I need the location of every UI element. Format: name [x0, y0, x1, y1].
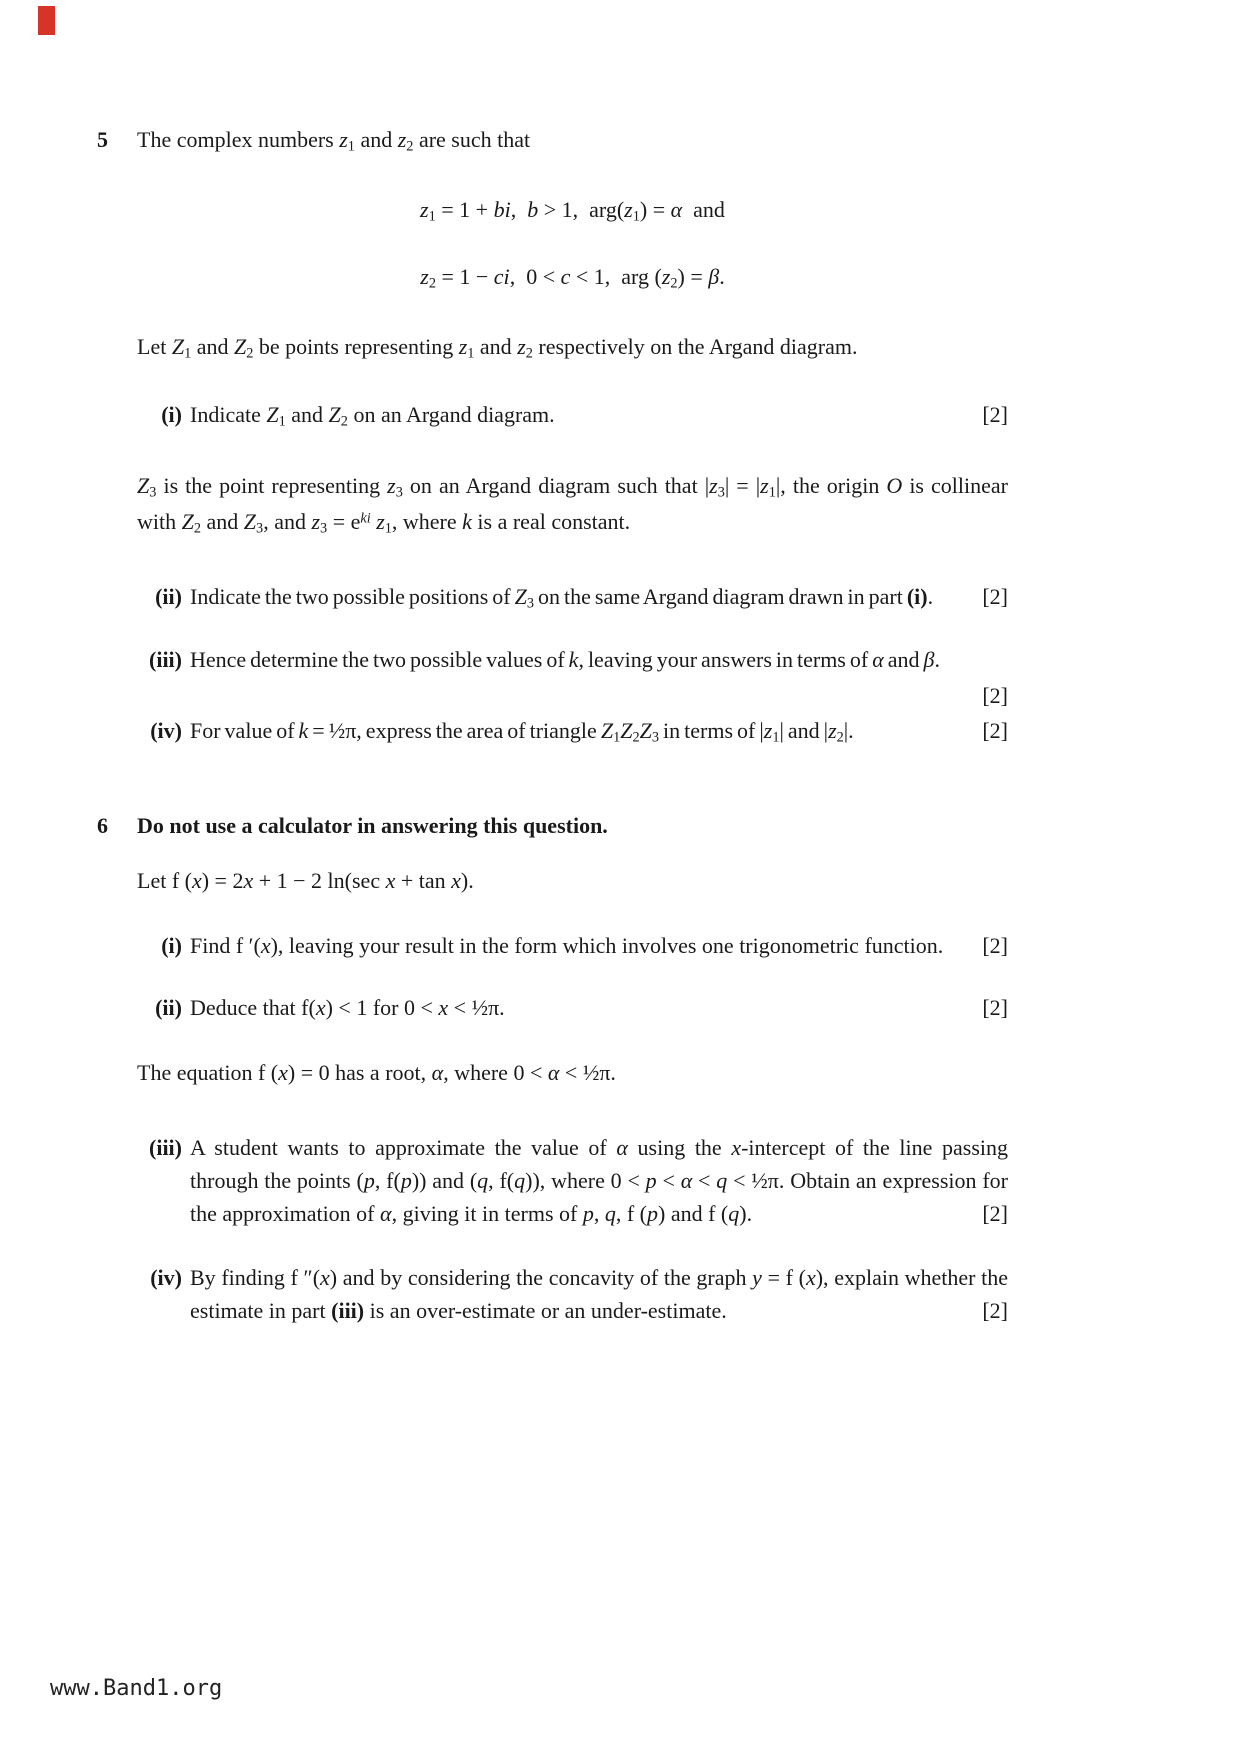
question-5-intro: The complex numbers $z_1$ and $z_2$ are such that	[137, 127, 531, 155]
marks-badge: [2]	[982, 933, 1008, 958]
part-text: Hence determine the two possible values of k, leaving your answers in terms of α and β.	[190, 647, 940, 672]
question-6-part-ii	[137, 991, 1008, 1024]
part-text: A student wants to approximate the value of α using the x-intercept of the line passing through the points (p, f(p)) and (q, f(q)), where 0 < p < α < q < ½π. Obtain an expression for the approximation of α, giving it in terms of p, q, f (p) and f (q).	[190, 1135, 1008, 1226]
question-5-part-i	[137, 398, 1008, 431]
footer-url: www.Band1.org	[50, 1676, 223, 1701]
part-label: (iv)	[150, 718, 182, 743]
question-5-body	[137, 123, 1008, 809]
part-text: Indicate $Z_1$ and $Z_2$ on an Argand diagram.	[190, 402, 555, 430]
red-corner-mark	[38, 6, 55, 35]
part-label: (i)	[161, 402, 182, 427]
question-5-part-ii	[137, 580, 1008, 613]
equation-z1: $z_1 = 1$ + bi, b > 1, $arg(z_1) = \alpha$ and	[420, 197, 725, 225]
marks-badge: [2]	[982, 402, 1008, 427]
equation-z2: $z_2 = 1$ − ci, 0 < c < 1, arg $(z_2) = \beta$.	[420, 264, 725, 292]
question-5-part-iv	[137, 714, 1008, 747]
part-label: (ii)	[155, 584, 182, 609]
paragraph-let-z1-z2: Let $Z_1$ and $Z_2$ be points representing $z_1$ and $z_2$ respectively on the Argand diagram.	[137, 334, 858, 362]
question-5-number: 5	[97, 127, 108, 152]
part-text: Find f ′(x), leaving your result in the form which involves one trigonometric function.	[190, 933, 944, 958]
question-5-part-iii	[137, 643, 1008, 712]
marks-badge: [2]	[982, 683, 1008, 708]
question-6-instruction: Do not use a calculator in answering this question.	[137, 813, 608, 838]
part-text: Deduce that f(x) < 1 for 0 < x < ½π.	[190, 995, 505, 1020]
question-6-body	[137, 809, 1008, 1327]
question-6	[97, 809, 1008, 1327]
marks-badge: [2]	[982, 584, 1008, 609]
part-label: (i)	[161, 933, 182, 958]
paragraph-let-f: Let f (x) = 2x + 1 − 2 ln(sec x + tan x).	[137, 868, 474, 893]
marks-badge: [2]	[982, 718, 1008, 743]
question-6-part-iv	[137, 1261, 1008, 1327]
marks-badge: [2]	[982, 1298, 1008, 1323]
exam-content	[97, 123, 1008, 1327]
part-label: (iii)	[149, 1135, 182, 1160]
question-6-number: 6	[97, 813, 108, 838]
question-5	[97, 123, 1008, 809]
part-label: (ii)	[155, 995, 182, 1020]
part-text: For value of k = ½π, express the area of triangle $Z_1Z_2Z_3$ in terms of $|z_1|$ and $|z_2|$.	[190, 718, 854, 746]
part-label: (iii)	[149, 647, 182, 672]
part-text: By finding f ″(x) and by considering the concavity of the graph y = f (x), explain whether the estimate in part (iii) is an over-estimate or an under-estimate.	[190, 1265, 1009, 1323]
paragraph-equation-root: The equation f (x) = 0 has a root, α, where 0 < α < ½π.	[137, 1060, 616, 1085]
part-label: (iv)	[150, 1265, 182, 1290]
paragraph-z3: $Z_3$ is the point representing $z_3$ on an Argand diagram such that $|z_3| = |z_1|$, the origin O is collinear with $Z_2$ and $Z_3$, and $z_3 = e^{ki}$ $z_1$, where k is a real constant.	[137, 473, 1008, 537]
page-footer	[50, 1676, 222, 1701]
marks-badge: [2]	[982, 995, 1008, 1020]
question-6-part-iii	[137, 1131, 1008, 1230]
marks-badge: [2]	[982, 1201, 1008, 1226]
question-6-part-i	[137, 929, 1008, 962]
part-text: Indicate the two possible positions of $Z_3$ on the same Argand diagram drawn in part (i).	[190, 584, 934, 612]
